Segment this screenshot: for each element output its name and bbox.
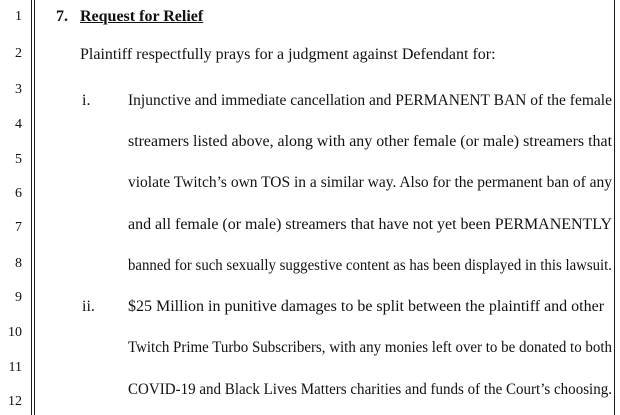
line-number-gutter bbox=[0, 0, 28, 415]
margin-rule-left-inner bbox=[34, 0, 35, 415]
line-number: 6 bbox=[15, 186, 22, 201]
list-item-text: Injunctive and immediate cancellation and PERMANENT BAN of the female bbox=[128, 92, 612, 109]
list-item-text: $25 Million in punitive damages to be split between the plaintiff and other bbox=[128, 298, 605, 315]
line-number: 8 bbox=[15, 256, 22, 271]
intro-paragraph: Plaintiff respectfully prays for a judgment against Defendant for: bbox=[80, 46, 496, 63]
margin-rule-right bbox=[614, 0, 615, 415]
list-item-text: violate Twitch’s own TOS in a similar way. Also for the permanent ban of any bbox=[128, 174, 612, 191]
line-number: 10 bbox=[8, 325, 22, 340]
line-number: 4 bbox=[15, 117, 22, 132]
line-number: 5 bbox=[15, 152, 22, 167]
list-item-text: banned for such sexually suggestive content as has been displayed in this lawsuit. bbox=[128, 257, 612, 274]
line-number: 2 bbox=[15, 46, 22, 61]
line-number: 1 bbox=[15, 9, 22, 24]
line-number: 9 bbox=[15, 290, 22, 305]
list-item-text: COVID-19 and Black Lives Matters charities and funds of the Court’s choosing. bbox=[128, 381, 613, 398]
list-item-marker: i. bbox=[82, 92, 91, 109]
line-number: 12 bbox=[8, 394, 22, 409]
line-number: 3 bbox=[15, 82, 22, 97]
line-number: 11 bbox=[8, 360, 22, 375]
list-item-marker: ii. bbox=[82, 298, 95, 315]
section-number: 7. bbox=[56, 8, 68, 25]
section-title: Request for Relief bbox=[80, 8, 204, 25]
line-number: 7 bbox=[15, 220, 22, 235]
margin-rule-left-outer bbox=[31, 0, 32, 415]
list-item-text: streamers listed above, along with any other female (or male) streamers that bbox=[128, 133, 613, 150]
list-item-text: and all female (or male) streamers that have not yet been PERMANENTLY bbox=[128, 216, 612, 233]
list-item-text: Twitch Prime Turbo Subscribers, with any monies left over to be donated to both bbox=[128, 339, 613, 356]
